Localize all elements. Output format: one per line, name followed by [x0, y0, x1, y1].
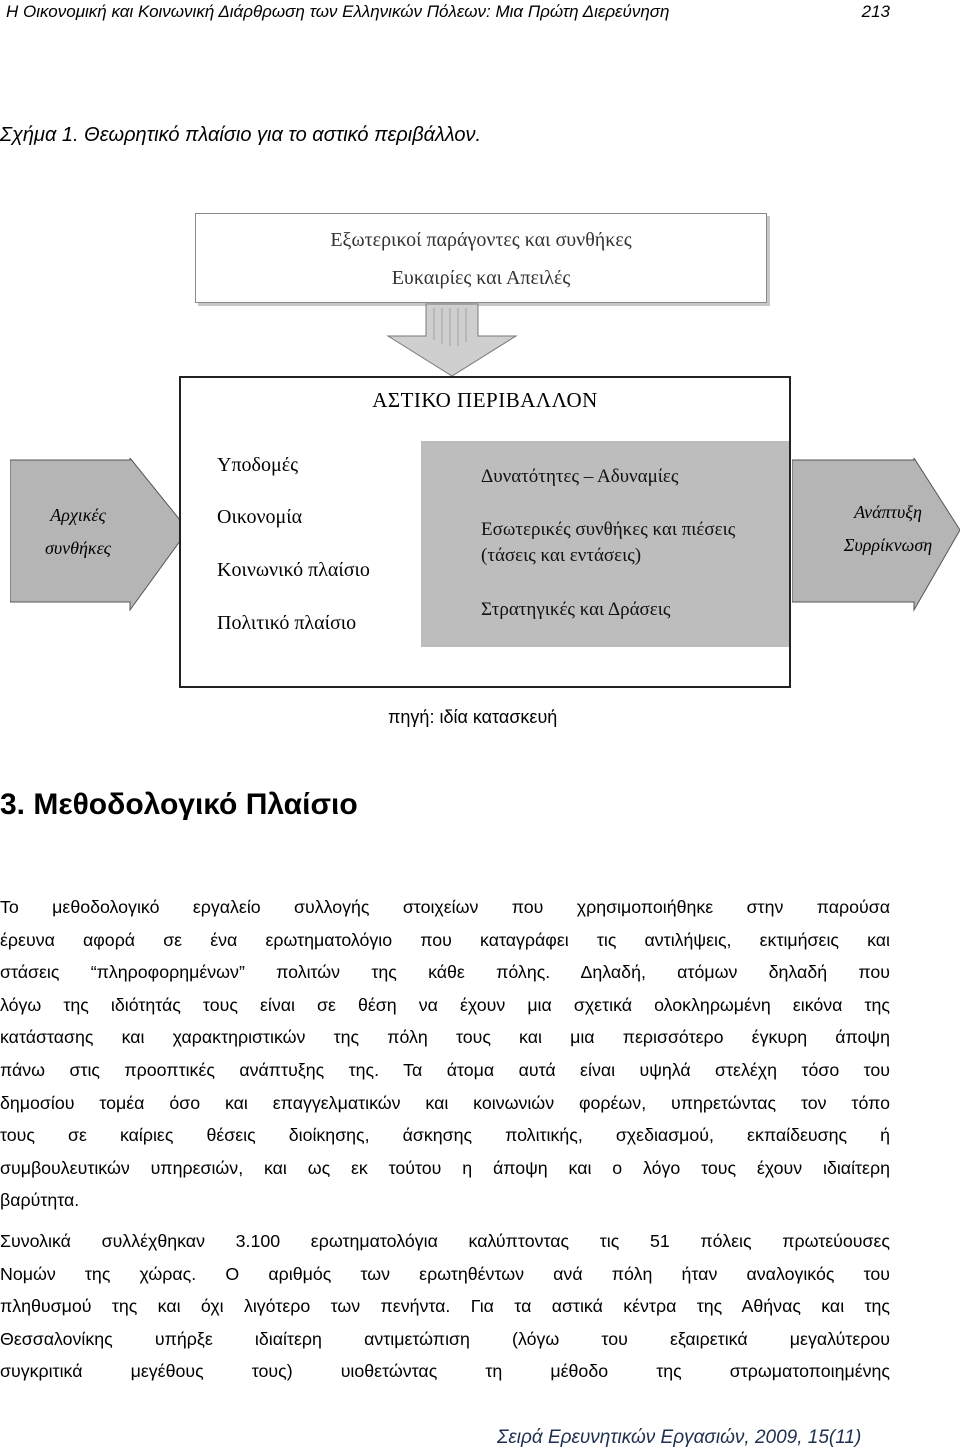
social-context-item: Κοινωνικό πλαίσιο — [217, 559, 370, 581]
down-arrow-icon — [386, 302, 518, 378]
paragraph-line: λόγω της ιδιότητάς τους είναι σε θέση να έχουν μια σχετικά ολοκληρωμένη εικόνα της — [0, 994, 890, 1015]
series-footer: Σειρά Ερευνητικών Εργασιών, 2009, 15(11) — [497, 1427, 862, 1448]
external-factors-box — [195, 213, 767, 303]
strengths-weaknesses-item: Δυνατότητες – Αδυναμίες — [481, 466, 679, 487]
external-factors-line: Εξωτερικοί παράγοντες και συνθήκες — [330, 229, 632, 251]
infrastructure-item: Υποδομές — [217, 454, 299, 476]
strategies-actions-item: Στρατηγικές και Δράσεις — [481, 599, 671, 620]
paragraph-line: Το μεθοδολογικό εργαλείο συλλογής στοιχείων που χρησιμοποιήθηκε στην παρούσα — [0, 897, 890, 917]
opportunities-threats-line: Ευκαιρίες και Απειλές — [391, 267, 571, 289]
running-header-title: Η Οικονομική και Κοινωνική Διάρθρωση των Ελληνικών Πόλεων: Μια Πρώτη Διερεύνηση — [6, 2, 670, 21]
section-heading: 3. Μεθοδολογικό Πλαίσιο — [0, 788, 358, 821]
shrinkage-label: Συρρίκνωση — [843, 535, 933, 555]
outcome-label — [818, 502, 958, 556]
development-label: Ανάπτυξη — [854, 502, 922, 522]
paragraph-line: συμβουλευτικών υπηρεσιών, και ως εκ τούτου η άποψη και ο λόγο τους έχουν ιδιαίτερη — [0, 1157, 890, 1178]
strengths-weaknesses-panel — [421, 441, 789, 647]
paragraph-line: Θεσσαλονίκης υπήρξε ιδιαίτερη αντιμετώπιση (λόγω του εξαιρετικά μεγαλύτερου — [0, 1328, 890, 1349]
initial-conditions-line2: συνθήκες — [45, 538, 111, 558]
paragraph-line: στάσεις “πληροφορημένων” πολιτών της κάθε πόλης. Δηλαδή, ατόμων δηλαδή που — [0, 962, 890, 983]
paragraph-line: Συνολικά συλλέχθηκαν 3.100 ερωτηματολόγια καλύπτοντας τις 51 πόλεις πρωτεύουσες — [0, 1231, 890, 1251]
paragraph-1 — [0, 891, 890, 1217]
internal-conditions-item: Εσωτερικές συνθήκες και πιέσεις — [481, 519, 736, 540]
paragraph-line: πληθυσμού της και όχι λιγότερο των πενήντα. Για τα αστικά κέντρα της Αθήνας και της — [0, 1296, 890, 1317]
trends-tensions-item: (τάσεις και εντάσεις) — [481, 545, 642, 566]
paragraph-line: βαρύτητα. — [0, 1190, 80, 1211]
urban-environment-title: ΑΣΤΙΚΟ ΠΕΡΙΒΑΛΛΟΝ — [372, 388, 598, 412]
paragraph-line: τους σε καίριες θέσεις διοίκησης, άσκησης πολιτικής, σχεδιασμού, εκπαίδευσης ή — [0, 1125, 890, 1146]
paragraph-line: πάνω στις προοπτικές ανάπτυξης της. Τα άτομα αυτά είναι υψηλά στελέχη τόσο του — [0, 1059, 890, 1080]
initial-conditions-line1: Αρχικές — [50, 505, 106, 525]
economy-item: Οικονομία — [217, 506, 303, 528]
paragraph-line: έρευνα αφορά σε ένα ερωτηματολόγιο που καταγράφει τις αντιλήψεις, εκτιμήσεις και — [0, 929, 890, 950]
page-number: 213 — [861, 2, 890, 21]
paragraph-2 — [0, 1225, 890, 1388]
running-header — [6, 2, 890, 22]
figure-caption: Σχήμα 1. Θεωρητικό πλαίσιο για το αστικό περιβάλλον. — [0, 124, 482, 146]
paragraph-line: κατάστασης και χαρακτηριστικών της πόλη τους και μια περισσότερο έγκυρη άποψη — [0, 1027, 890, 1048]
figure-source-note: πηγή: ιδία κατασκευή — [388, 707, 558, 727]
paragraph-line: δημοσίου τομέα όσο και επαγγελματικών και κοινωνιών φορέων, υπηρετώντας τον τόπο — [0, 1092, 890, 1113]
initial-conditions-label — [14, 505, 142, 559]
urban-environment-box — [179, 376, 791, 688]
paragraph-line: συγκριτικά μεγέθους τους) υιοθετώντας τη μέθοδο της στρωματοποιημένης — [0, 1361, 890, 1382]
paragraph-line: Νομών της χώρας. Ο αριθμός των ερωτηθέντων ανά πόλη ήταν αναλογικός του — [0, 1263, 890, 1284]
political-context-item: Πολιτικό πλαίσιο — [217, 612, 357, 634]
